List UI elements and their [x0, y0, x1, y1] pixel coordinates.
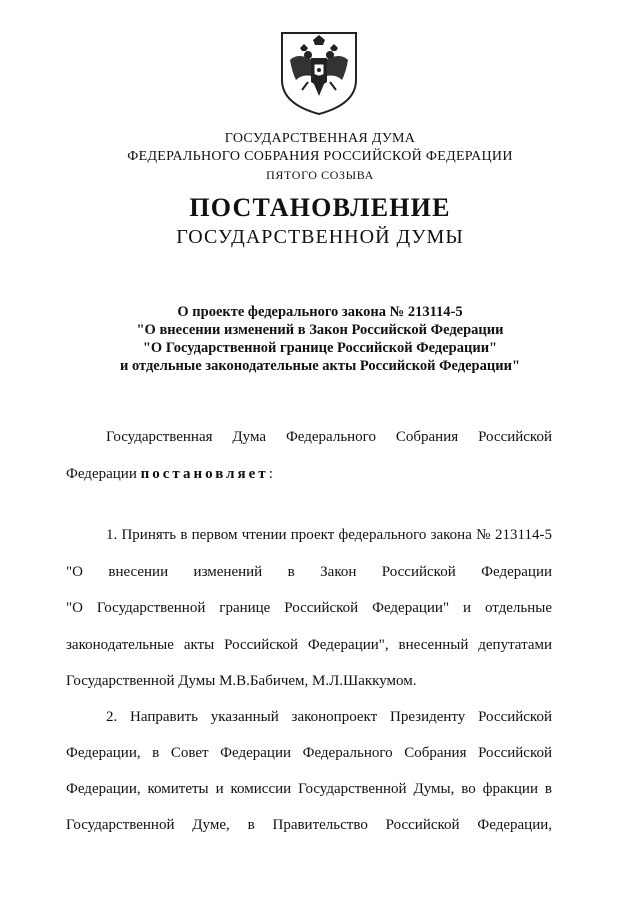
org-name-line1: ГОСУДАРСТВЕННАЯ ДУМА [224, 131, 416, 146]
subject-line: и отдельные законодательные акты Российской Федерации" [120, 358, 520, 374]
convocation: ПЯТОГО СОЗЫВА [266, 168, 374, 182]
preamble-colon: : [268, 466, 273, 482]
paragraph-line: Государственной Думы М.В.Бабичем, М.Л.Шаккумом. [66, 673, 417, 689]
subject-line: "О внесении изменений в Закон Российской Федерации [136, 322, 504, 338]
paragraph-line: Государственной Думе, в Правительство Российской Федерации, [66, 817, 552, 833]
subject-line: "О Государственной границе Российской Федерации" [142, 340, 498, 356]
paragraph-line: 2. Направить указанный законопроект Президенту Российской [106, 709, 552, 725]
paragraph-line: 1. Принять в первом чтении проект федерального закона № 213114-5 [106, 527, 552, 543]
decree-verb: постановляет [140, 466, 269, 482]
subject-line: О проекте федерального закона № 213114-5 [177, 304, 463, 320]
russian-coat-of-arms-icon [278, 30, 360, 116]
document-type-subtitle: ГОСУДАРСТВЕННОЙ ДУМЫ [176, 226, 464, 248]
paragraph-line: Федерации, комитеты и комиссии Государственной Думы, во фракции в [66, 781, 552, 797]
preamble-line: Государственная Дума Федерального Собрания Российской [106, 429, 552, 445]
paragraph-line: "О внесении изменений в Закон Российской Федерации [66, 564, 552, 580]
org-name-line2: ФЕДЕРАЛЬНОГО СОБРАНИЯ РОССИЙСКОЙ ФЕДЕРАЦИИ [127, 149, 513, 164]
preamble-line [66, 466, 552, 483]
paragraph-line: "О Государственной границе Российской Федерации" и отдельные [66, 600, 552, 616]
paragraph-line: законодательные акты Российской Федерации", внесенный депутатами [66, 637, 552, 653]
document-type-title: ПОСТАНОВЛЕНИЕ [189, 193, 451, 222]
paragraph-line: Федерации, в Совет Федерации Федерального Собрания Российской [66, 745, 552, 761]
preamble-text: Федерации [66, 466, 141, 482]
